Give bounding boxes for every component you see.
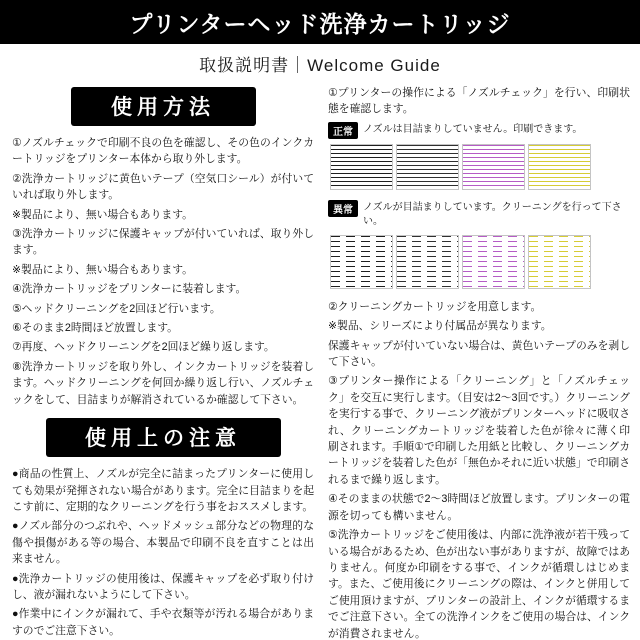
- usage-step-3: ③洗浄カートリッジに保護キャップが付いていれば、取り外します。: [12, 228, 314, 257]
- abnormal-pattern-black2-swatch: [396, 235, 459, 289]
- usage-note-b: ※製品により、無い場合もあります。: [12, 263, 193, 276]
- usage-step-4: ④洗浄カートリッジをプリンターに装着します。: [12, 283, 247, 296]
- normal-caption: ノズルは目詰まりしていません。印刷できます。: [363, 123, 583, 135]
- usage-step-5: ⑤ヘッドクリーニングを2回ほど行います。: [12, 302, 221, 315]
- right-step-4: ④そのままの状態で2～3時間ほど放置します。プリンターの電源を切っても構いません。: [328, 493, 630, 522]
- normal-pattern-black2-swatch: [396, 144, 459, 190]
- abnormal-badge: 異常: [328, 200, 358, 217]
- notes-heading: 使用上の注意: [46, 418, 281, 457]
- note-item-4: ●作業中にインクが漏れて、手や衣類等が汚れる場合がありますのでご注意下さい。: [12, 608, 314, 637]
- right-note-b: 保護キャップが付いていない場合は、黄色いテープのみを剥して下さい。: [328, 339, 630, 369]
- usage-step-2: ②洗浄カートリッジに黄色いテープ（空気口シール）が付いていれば取り外します。: [12, 172, 314, 202]
- right-step-3: ③プリンター操作による「クリーニング」と「ノズルチェック」を交互に実行します。（目安は2～3回です。）クリーニングを実行する事で、クリーニング液がプリンターヘッドに吸収され、クリーニングカートリッジを装着した色が徐々に薄く印刷されます。手順①で印刷した用紙と比較し、クリーニングカートリッジを装着した色が「無色かそれに近い状態」で印刷されるまで繰り返します。: [328, 375, 630, 486]
- usage-step-8: ⑧洗浄カートリッジを取り外し、インクカートリッジを装着します。ヘッドクリーニングを何回か繰り返し行い、ノズルチェックをして、目詰まりが解消されているか確認して下さい。: [12, 360, 314, 406]
- abnormal-caption: ノズルが目詰まりしています。クリーニングを行って下さい。: [363, 201, 622, 228]
- nozzle-pattern-normal: [330, 144, 630, 190]
- abnormal-pattern-black1-swatch: [330, 235, 393, 289]
- nozzle-pattern-abnormal: [330, 235, 630, 289]
- usage-step-1: ①ノズルチェックで印刷不良の色を確認し、その色のインクカートリッジをプリンター本体から取り外します。: [12, 137, 314, 166]
- notes-section: [12, 418, 314, 639]
- right-note-a: ※製品、シリーズにより付属品が異なります。: [328, 320, 552, 333]
- normal-pattern-yellow-swatch: [528, 144, 591, 190]
- subtitle: 取扱説明書｜Welcome Guide: [199, 56, 441, 75]
- left-column: [12, 85, 314, 640]
- abnormal-pattern-yellow-swatch: [528, 235, 591, 289]
- note-item-2: ●ノズル部分のつぶれや、ヘッドメッシュ部分などの物理的な傷や損傷がある等の場合、本製品で印刷不良を直すことは出来ません。: [12, 520, 314, 566]
- usage-step-6: ⑥そのまま2時間ほど放置します。: [12, 322, 178, 335]
- abnormal-pattern-magenta-swatch: [462, 235, 525, 289]
- right-step-2: ②クリーニングカートリッジを用意します。: [328, 300, 542, 313]
- normal-pattern-black1-swatch: [330, 144, 393, 190]
- usage-heading: 使用方法: [71, 87, 256, 126]
- nozzle-check-intro: ①プリンターの操作による「ノズルチェック」を行い、印刷状態を確認します。: [328, 87, 630, 116]
- page-title: プリンターヘッド洗浄カートリッジ: [0, 0, 640, 44]
- content-columns: [0, 81, 640, 640]
- usage-step-7: ⑦再度、ヘッドクリーニングを2回ほど繰り返します。: [12, 341, 275, 354]
- normal-badge: 正常: [328, 122, 358, 139]
- normal-pattern-magenta-swatch: [462, 144, 525, 190]
- right-step-5: ⑤洗浄カートリッジをご使用後は、内部に洗浄液が若干残っている場合があるため、色が出ない事がありますが、故障ではありません。何度か印刷をする事で、インクが循環しはじめます。また、ご使用後にクリーニングの際は、インクと併用してご使用頂けますが、プリンターの設計上、インクが循環するまでご注意下さい。全ての洗浄インクをご使用の場合は、インクが消費されません。: [328, 529, 630, 640]
- note-item-3: ●洗浄カートリッジの使用後は、保護キャップを必ず取り付けし、液が漏れないようにして下さい。: [12, 572, 314, 601]
- normal-result-row: [328, 122, 630, 139]
- usage-note-a: ※製品により、無い場合もあります。: [12, 208, 193, 221]
- abnormal-result-row: [328, 200, 630, 230]
- note-item-1: ●商品の性質上、ノズルが完全に詰まったプリンターに使用しても効果が発揮されない場合があります。完全に目詰まりを起こす前に、定期的なクリーニングを行う事をおススメします。: [12, 468, 314, 513]
- right-column: [328, 85, 630, 640]
